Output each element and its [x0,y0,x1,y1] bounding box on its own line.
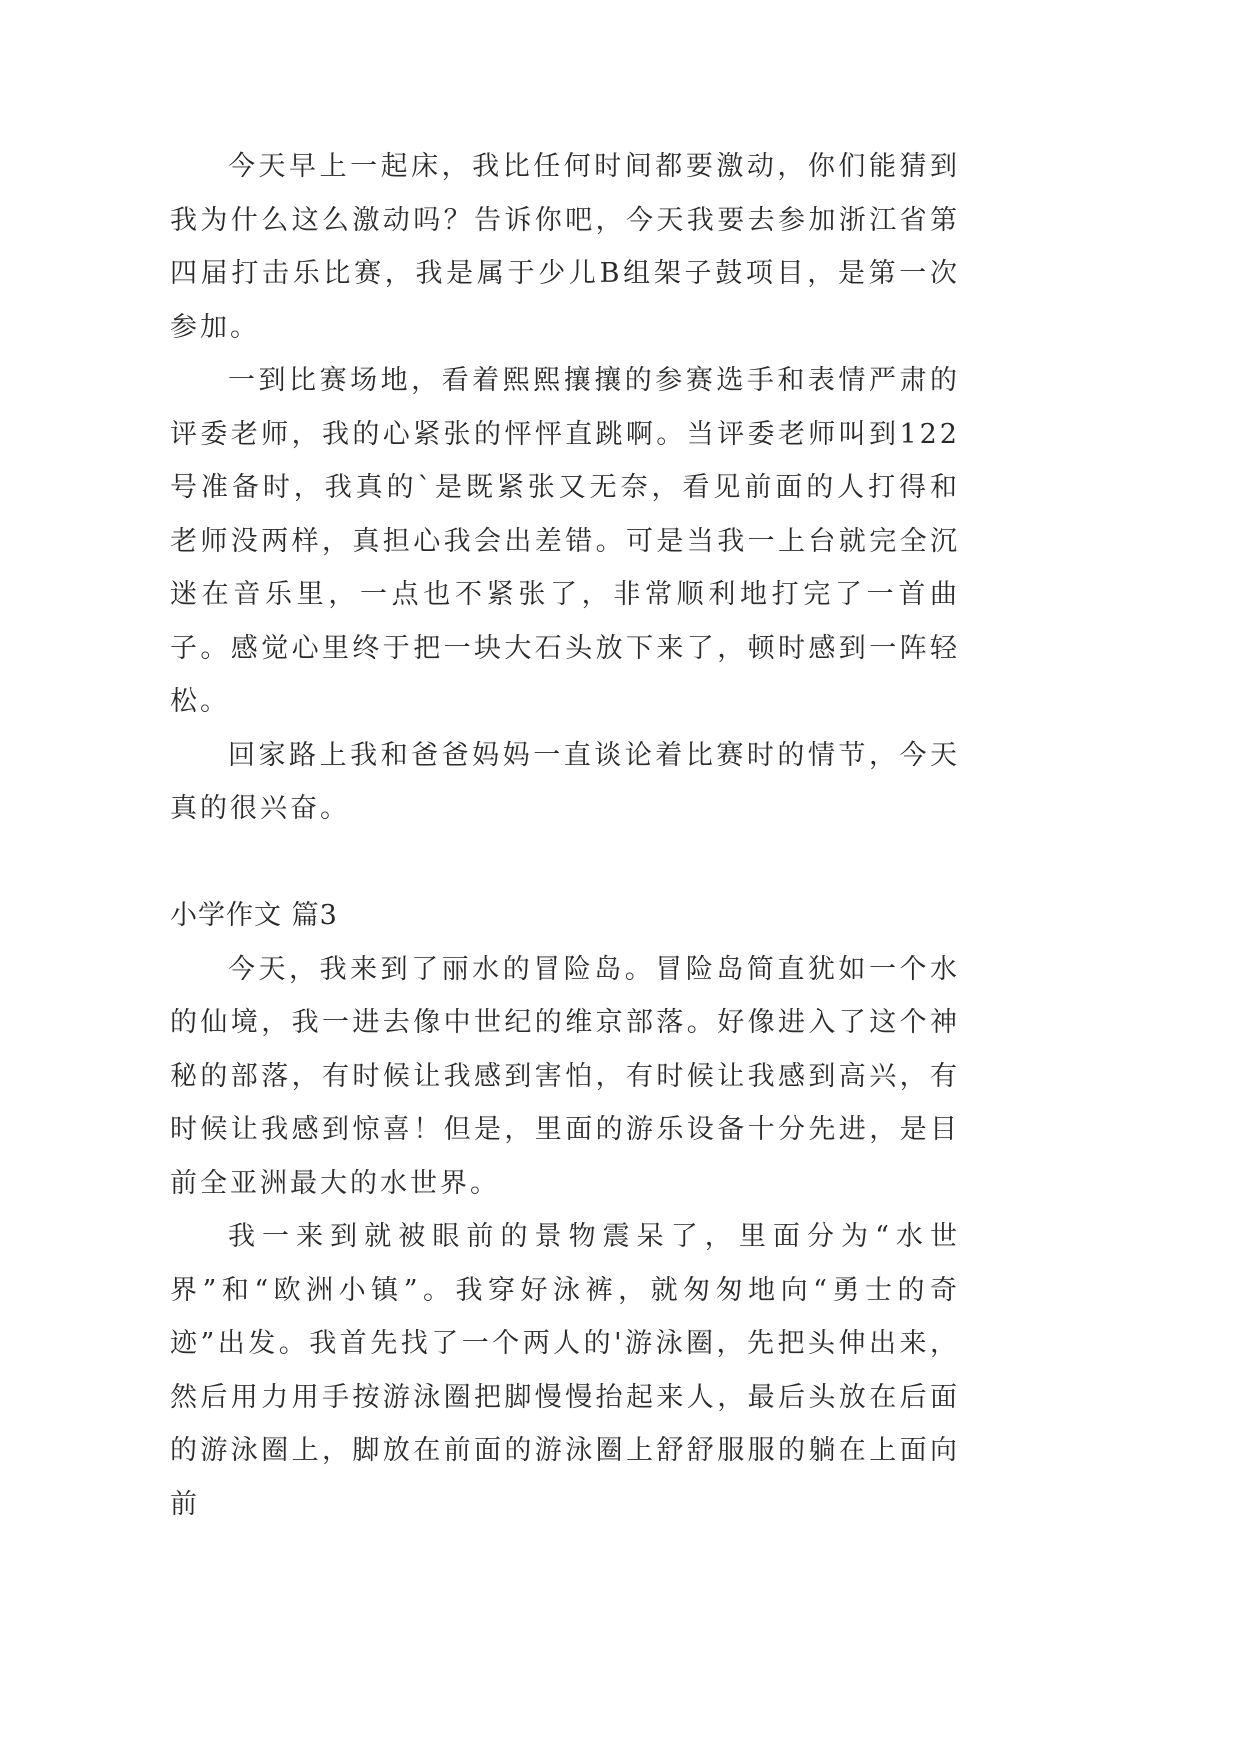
document-body [170,140,960,1531]
paragraph: 回家路上我和爸爸妈妈一直谈论着比赛时的情节，今天真的很兴奋。 [170,739,960,824]
paragraph: 今天早上一起床，我比任何时间都要激动，你们能猜到我为什么这么激动吗？告诉你吧，今天我要去参加浙江省第四届打击乐比赛，我是属于少儿B组架子鼓项目，是第一次参加。 [170,151,960,343]
section-heading: 小学作文 篇3 [170,900,338,931]
paragraph: 一到比赛场地，看着熙熙攘攘的参赛选手和表情严肃的评委老师，我的心紧张的怦怦直跳啊。当评委老师叫到122号准备时，我真的`是既紧张又无奈，看见前面的人打得和老师没两样，真担心我会出差错。可是当我一上台就完全沉迷在音乐里，一点也不紧张了，非常顺利地打完了一首曲子。感觉心里终于把一块大石头放下来了，顿时感到一阵轻松。 [170,365,960,717]
paragraph: 我一来到就被眼前的景物震呆了，里面分为“水世界”和“欧洲小镇”。我穿好泳裤，就匆匆地向“勇士的奇迹”出发。我首先找了一个两人的'游泳圈，先把头伸出来，然后用力用手按游泳圈把脚慢慢抬起来人，最后头放在后面的游泳圈上，脚放在前面的游泳圈上舒舒服服的躺在上面向前 [170,1221,960,1520]
paragraph: 今天，我来到了丽水的冒险岛。冒险岛简直犹如一个水的仙境，我一进去像中世纪的维京部落。好像进入了这个神秘的部落，有时候让我感到害怕，有时候让我感到高兴，有时候让我感到惊喜！但是，里面的游乐设备十分先进，是目前全亚洲最大的水世界。 [170,953,960,1199]
